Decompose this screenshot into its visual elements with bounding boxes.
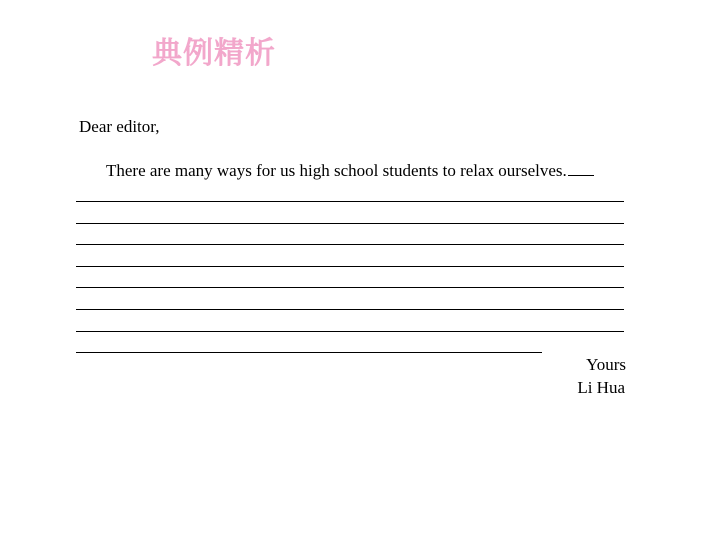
signature: Li Hua — [577, 378, 625, 397]
opening-line — [106, 161, 594, 181]
answer-blank-tail[interactable] — [568, 161, 594, 176]
answer-line[interactable] — [76, 201, 624, 202]
answer-line-last[interactable] — [76, 352, 542, 353]
closing: Yours — [586, 355, 626, 374]
opening-sentence: There are many ways for us high school students to relax ourselves. — [106, 161, 567, 180]
answer-line[interactable] — [76, 244, 624, 245]
section-heading: 典例精析 — [152, 36, 276, 71]
answer-line[interactable] — [76, 309, 624, 310]
answer-line[interactable] — [76, 223, 624, 224]
answer-line[interactable] — [76, 287, 624, 288]
salutation: Dear editor, — [79, 117, 160, 136]
answer-line[interactable] — [76, 266, 624, 267]
answer-line[interactable] — [76, 331, 624, 332]
